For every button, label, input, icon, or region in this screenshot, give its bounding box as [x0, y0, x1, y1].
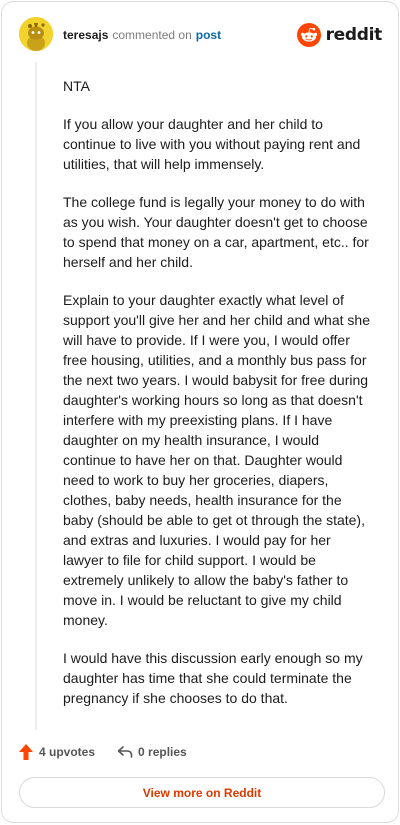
upvote-count: 4 upvotes: [39, 745, 96, 759]
comment-embed-card: [1, 1, 399, 823]
comment-paragraph: NTA: [63, 78, 90, 94]
reply-count: 0 replies: [138, 745, 187, 759]
comment-paragraph: I would have this discussion early enough so my daughter has time that she could terminate the pregnancy if she chooses to do that.: [63, 650, 363, 706]
post-link[interactable]: post: [195, 28, 222, 42]
comment-meta: [63, 27, 221, 43]
comment-actions: [18, 742, 187, 762]
comment-header: [2, 2, 398, 68]
snoo-avatar-icon[interactable]: [19, 17, 53, 51]
comment-paragraph: The college fund is legally your money to do with as you wish. Your daughter doesn't get to choose to spend that money on a car, apartment, etc.. for herself and her child.: [63, 194, 369, 270]
reddit-logo[interactable]: [297, 23, 382, 47]
action-text: commented on: [112, 28, 192, 42]
brand-wordmark: reddit: [325, 25, 382, 45]
thread-line[interactable]: [35, 62, 37, 730]
reddit-logo-icon: [297, 23, 321, 47]
view-more-button[interactable]: View more on Reddit: [19, 777, 385, 808]
upvote-button[interactable]: [18, 743, 95, 761]
comment-body: [63, 76, 375, 726]
upvote-arrow-icon: [18, 743, 34, 761]
comment-paragraph: If you allow your daughter and her child to continue to live with you without paying rent and utilities, that will help immensely.: [63, 116, 361, 172]
username-link[interactable]: teresajs: [63, 28, 109, 42]
reply-arrow-icon: [117, 745, 133, 759]
comment-paragraph: Explain to your daughter exactly what level of support you'll give her and her child and what she will have to provide. If I were you, I would offer free housing, utilities, and a monthly bus pass for the next two years. I would babysit for free during daughter's working hours so long as that doesn't interfere with my preexisting plans. If I have daughter on my health insurance, I would continue to have her on that. Daughter would need to work to buy her groceries, diapers, clothes, baby needs, health insurance for the baby (should be able to get ot through the state), and extras and luxuries. I would pay for her lawyer to file for child support. I would be extremely unlikely to allow the baby's father to move in. I would be reluctant to give my child money.: [63, 292, 370, 628]
reply-button[interactable]: [117, 745, 187, 759]
